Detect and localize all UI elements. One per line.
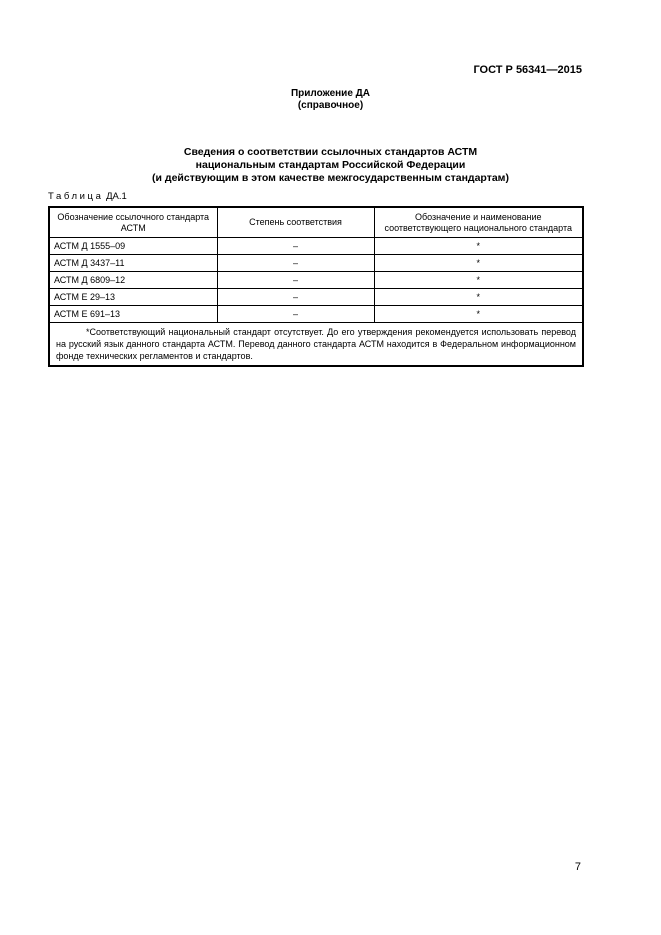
table-row (49, 238, 583, 255)
cell-designation: АСТМ Е 691–13 (49, 306, 217, 323)
section-title-line-2: национальным стандартам Российской Федерации (195, 159, 466, 171)
appendix-title: Приложение ДА (290, 88, 371, 99)
table-row (49, 255, 583, 272)
table-header-row (49, 207, 583, 238)
appendix-subtitle: (справочное) (297, 100, 364, 111)
header-national-standard: Обозначение и наименование соответствующего национального стандарта (374, 207, 583, 238)
cell-degree: – (217, 306, 374, 323)
table-row (49, 289, 583, 306)
cell-designation: АСТМ Е 29–13 (49, 289, 217, 306)
cell-national-standard: * (374, 272, 583, 289)
cell-designation: АСТМ Д 1555–09 (49, 238, 217, 255)
cell-national-standard: * (374, 289, 583, 306)
cell-degree: – (217, 238, 374, 255)
table-note: *Соответствующий национальный стандарт отсутствует. До его утверждения рекомендуется использовать перевод на русский язык данного стандарта АСТМ. Перевод данного стандарта АСТМ находится в Федеральном информационном фонде технических регламентов и стандартов. (49, 323, 583, 367)
cell-degree: – (217, 272, 374, 289)
cell-national-standard: * (374, 255, 583, 272)
cell-national-standard: * (374, 238, 583, 255)
table-row (49, 272, 583, 289)
header-designation: Обозначение ссылочного стандарта АСТМ (49, 207, 217, 238)
section-title (0, 146, 661, 185)
correspondence-table (48, 206, 584, 367)
cell-designation: АСТМ Д 3437–11 (49, 255, 217, 272)
table-caption (48, 191, 127, 202)
table-note-row (49, 323, 583, 367)
cell-designation: АСТМ Д 6809–12 (49, 272, 217, 289)
cell-degree: – (217, 255, 374, 272)
section-title-line-3: (и действующим в этом качестве межгосударственным стандартам) (152, 172, 509, 184)
page-number: 7 (574, 861, 581, 873)
cell-degree: – (217, 289, 374, 306)
cell-national-standard: * (374, 306, 583, 323)
section-title-line-1: Сведения о соответствии ссылочных стандартов АСТМ (183, 146, 478, 158)
appendix-heading (0, 88, 661, 112)
document-code: ГОСТ Р 56341—2015 (473, 64, 582, 76)
table-row (49, 306, 583, 323)
table-caption-word: Таблица (48, 191, 104, 202)
header-degree: Степень соответствия (217, 207, 374, 238)
table-caption-number: ДА.1 (106, 191, 127, 202)
